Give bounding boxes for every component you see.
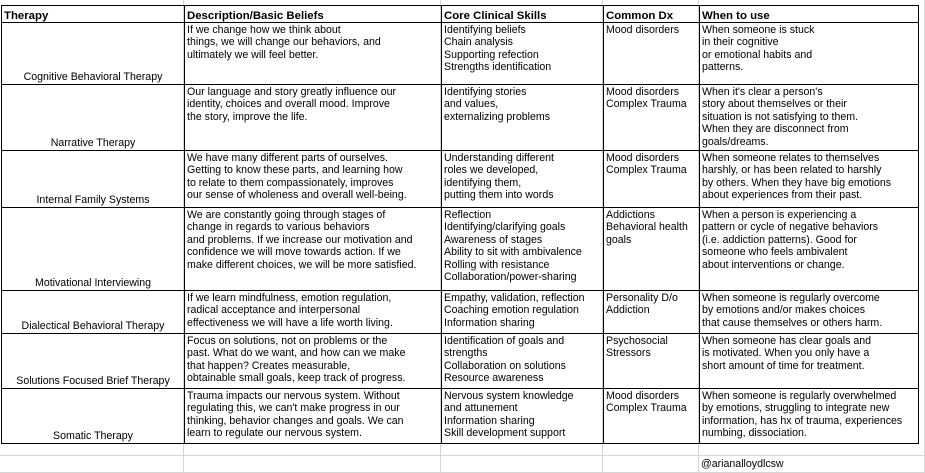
cell-line: Reflection	[444, 209, 492, 221]
cell-line: externalizing problems	[444, 110, 550, 123]
when-cell	[700, 291, 919, 334]
cell-line: Behavioral health	[606, 221, 688, 234]
cell-line: When someone is regularly overwhelmed	[702, 390, 897, 402]
cell-line: If we change how we think about	[187, 24, 341, 36]
cell-line: Trauma impacts our nervous system. Without	[187, 390, 400, 402]
cell-line: and attunement	[444, 402, 518, 415]
cell-line: harshly, or has been related to harshly	[702, 164, 882, 177]
therapy-name: Somatic Therapy	[2, 389, 185, 444]
dx-cell	[604, 208, 700, 291]
cell-line: is motivated. When you only have a	[702, 347, 870, 360]
cell-line: regulating this, we can't make progress in our	[187, 402, 400, 415]
cell-line: radical acceptance and interpersonal	[187, 304, 361, 317]
skills-cell	[442, 208, 604, 291]
therapy-name: Motivational Interviewing	[2, 208, 185, 291]
cell-line: Identifying stories	[444, 86, 527, 98]
table-row	[2, 23, 919, 85]
when-cell	[700, 151, 919, 208]
cell-line: learn to regulate our nervous system.	[187, 427, 362, 440]
table-row	[2, 85, 919, 151]
cell-line: Collaboration on solutions	[444, 359, 566, 372]
cell-line: situation is not satisfying to them.	[702, 110, 859, 123]
skills-cell	[442, 151, 604, 208]
skills-cell	[442, 291, 604, 334]
cell-line: by emotions and/or makes choices	[702, 304, 866, 317]
cell-line: Mood disorders	[606, 152, 680, 164]
dx-cell	[604, 334, 700, 389]
cell-line: Understanding different	[444, 152, 554, 164]
cell-line: Mood disorders	[606, 24, 680, 36]
cell-line: putting them into words	[444, 189, 554, 202]
cell-line: Strengths identification	[444, 61, 552, 74]
cell-line: and problems. If we increase our motivation and	[187, 233, 413, 246]
cell-line: (i.e. addiction patterns). Good for	[702, 233, 857, 246]
cell-line: Focus on solutions, not on problems or the	[187, 335, 388, 347]
when-cell	[700, 208, 919, 291]
dx-cell	[604, 151, 700, 208]
cell-line: Complex Trauma	[606, 164, 687, 177]
cell-line: We are constantly going through stages of	[187, 209, 386, 221]
skills-cell	[442, 23, 604, 85]
grid-cell	[441, 456, 603, 473]
cell-line: Chain analysis	[444, 36, 513, 49]
cell-line: patterns.	[702, 61, 744, 74]
grid-cell	[0, 456, 184, 473]
cell-line: information, has hx of trauma, experiences	[702, 414, 903, 427]
cell-line: strengths	[444, 347, 488, 360]
header-row	[2, 6, 919, 23]
cell-line: about experiences from their past.	[702, 189, 863, 202]
cell-line: short amount of time for treatment.	[702, 359, 865, 372]
cell-line: numbing, dissociation.	[702, 427, 807, 440]
header-skills: Core Clinical Skills	[442, 6, 604, 23]
cell-line: Information sharing	[444, 316, 535, 329]
cell-line: Our language and story greatly influence our	[187, 86, 397, 98]
therapy-name: Internal Family Systems	[2, 151, 185, 208]
table-row	[2, 291, 919, 334]
cell-line: Mood disorders	[606, 390, 680, 402]
dx-cell	[604, 291, 700, 334]
cell-line: Nervous system knowledge	[444, 390, 574, 402]
skills-cell	[442, 389, 604, 444]
when-cell	[700, 23, 919, 85]
author-credit: @arianalloydlcsw	[701, 458, 784, 470]
skills-cell	[442, 85, 604, 151]
cell-line: that cause themselves or others harm.	[702, 316, 883, 329]
cell-line: confidence we will move towards action. If we	[187, 246, 401, 259]
table-row	[2, 334, 919, 389]
description-cell	[185, 334, 442, 389]
table-row	[2, 208, 919, 291]
cell-line: Coaching emotion regulation	[444, 304, 579, 317]
cell-line: goals/dreams.	[702, 135, 769, 148]
cell-line: When someone relates to themselves	[702, 152, 880, 164]
cell-line: Resource awareness	[444, 372, 544, 385]
table-row	[2, 389, 919, 444]
cell-line: When a person is experiencing a	[702, 209, 857, 221]
cell-line: When someone is stuck	[702, 24, 815, 36]
cell-line: ultimately we will feel better.	[187, 48, 319, 61]
header-description: Description/Basic Beliefs	[185, 6, 442, 23]
therapy-name: Narrative Therapy	[2, 85, 185, 151]
cell-line: change in regards to various behaviors	[187, 221, 370, 234]
cell-line: or emotional habits and	[702, 48, 813, 61]
cell-line: Personality D/o	[606, 292, 678, 304]
cell-line: effectiveness we will have a life worth living.	[187, 316, 393, 329]
dx-cell	[604, 23, 700, 85]
cell-line: Skill development support	[444, 427, 566, 440]
when-cell	[700, 85, 919, 151]
cell-line: Collaboration/power-sharing	[444, 271, 577, 284]
cell-line: Ability to sit with ambivalence	[444, 246, 582, 259]
therapy-name: Dialectical Behavioral Therapy	[2, 291, 185, 334]
cell-line: by emotions, struggling to integrate new	[702, 402, 890, 415]
cell-line: and values,	[444, 98, 499, 111]
cell-line: pattern or cycle of negative behaviors	[702, 221, 879, 234]
grid-cell	[184, 456, 441, 473]
cell-line: Complex Trauma	[606, 402, 687, 415]
cell-line: goals	[606, 233, 632, 246]
cell-line: identity, choices and overall mood. Improve	[187, 98, 390, 111]
header-therapy: Therapy	[2, 6, 185, 23]
cell-line: When someone is regularly overcome	[702, 292, 880, 304]
cell-line: Identification of goals and	[444, 335, 565, 347]
cell-line: Getting to know these parts, and learning how	[187, 164, 403, 177]
cell-line: Awareness of stages	[444, 233, 543, 246]
cell-line: When they are disconnect from	[702, 123, 849, 136]
description-cell	[185, 151, 442, 208]
therapy-name: Solutions Focused Brief Therapy	[2, 334, 185, 389]
cell-line: Information sharing	[444, 414, 535, 427]
cell-line: someone who feels ambivalent	[702, 246, 848, 259]
header-dx: Common Dx	[604, 6, 700, 23]
cell-line: story about themselves or their	[702, 98, 847, 111]
cell-line: Addictions	[606, 209, 655, 221]
description-cell	[185, 85, 442, 151]
cell-line: Addiction	[606, 304, 650, 317]
cell-line: about interventions or change.	[702, 258, 845, 271]
cell-line: thinking, behavior changes and goals. We can	[187, 414, 404, 427]
cell-line: Complex Trauma	[606, 98, 687, 111]
cell-line: identifying them,	[444, 176, 522, 189]
cell-line: Supporting refection	[444, 48, 539, 61]
cell-line: Mood disorders	[606, 86, 680, 98]
cell-line: roles we developed,	[444, 164, 539, 177]
when-cell	[700, 334, 919, 389]
cell-line: Psychosocial	[606, 335, 668, 347]
header-when: When to use	[700, 6, 919, 23]
when-cell	[700, 389, 919, 444]
description-cell	[185, 23, 442, 85]
cell-line: to relate to them compassionately, improves	[187, 176, 394, 189]
description-cell	[185, 291, 442, 334]
cell-line: our sense of wholeness and overall well-being.	[187, 189, 407, 202]
description-cell	[185, 389, 442, 444]
description-cell	[185, 208, 442, 291]
cell-line: Identifying/clarifying goals	[444, 221, 566, 234]
cell-line: Identifying beliefs	[444, 24, 526, 36]
therapy-name: Cognitive Behavioral Therapy	[2, 23, 185, 85]
grid-cell	[603, 456, 699, 473]
cell-line: Rolling with resistance	[444, 258, 550, 271]
cell-line: If we learn mindfulness, emotion regulation,	[187, 292, 392, 304]
cell-line: in their cognitive	[702, 36, 779, 49]
therapy-table	[1, 5, 919, 444]
cell-line: Empathy, validation, reflection	[444, 292, 585, 304]
cell-line: things, we will change our behaviors, and	[187, 36, 381, 49]
cell-line: make different choices, we will be more satisfied.	[187, 258, 417, 271]
cell-line: obtainable small goals, keep track of progress.	[187, 372, 406, 385]
skills-cell	[442, 334, 604, 389]
cell-line: We have many different parts of ourselves.	[187, 152, 388, 164]
cell-line: by others. When they have big emotions	[702, 176, 892, 189]
cell-line: When someone has clear goals and	[702, 335, 872, 347]
cell-line: Stressors	[606, 347, 651, 360]
cell-line: When it's clear a person's	[702, 86, 823, 98]
dx-cell	[604, 389, 700, 444]
cell-line: that happen? Creates measurable,	[187, 359, 351, 372]
cell-line: past. What do we want, and how can we make	[187, 347, 406, 360]
dx-cell	[604, 85, 700, 151]
table-row	[2, 151, 919, 208]
cell-line: the story, improve the life.	[187, 110, 308, 123]
